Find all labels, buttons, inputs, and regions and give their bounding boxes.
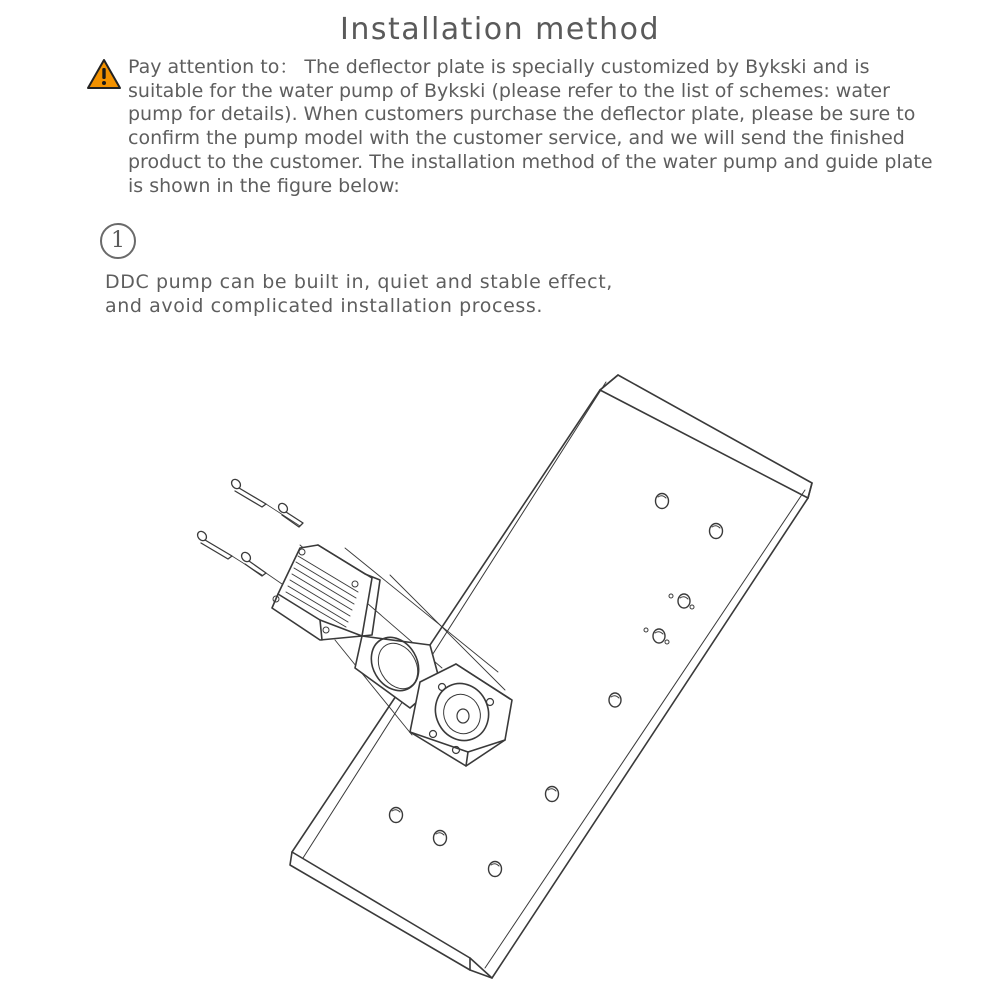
ddc-pump [272, 545, 380, 640]
mounting-screws [196, 478, 303, 584]
step-description-line-2: and avoid complicated installation process. [105, 295, 544, 317]
screw [230, 478, 300, 526]
page-title: Installation method [339, 12, 661, 47]
warning-icon [86, 58, 122, 90]
pump-plate-exploded-drawing [0, 340, 1000, 1000]
screw [240, 551, 282, 584]
screw [277, 502, 303, 527]
step-description-line-1: DDC pump can be built in, quiet and stable effect, [105, 271, 613, 293]
step-description [105, 270, 705, 318]
step-number-badge: 1 [100, 223, 136, 259]
notice-text: Pay attention to： The deflector plate is specially customized by Bykski and is suitable for the water pump of Bykski (please refer to the list of schemes: water pump for details). When customers purchase the deflector plate, please be sure to confirm the pump model with the customer service, and we will send the finished product to the customer. The installation method of the water pump and guide plate is shown in the figure below: [128, 56, 933, 197]
